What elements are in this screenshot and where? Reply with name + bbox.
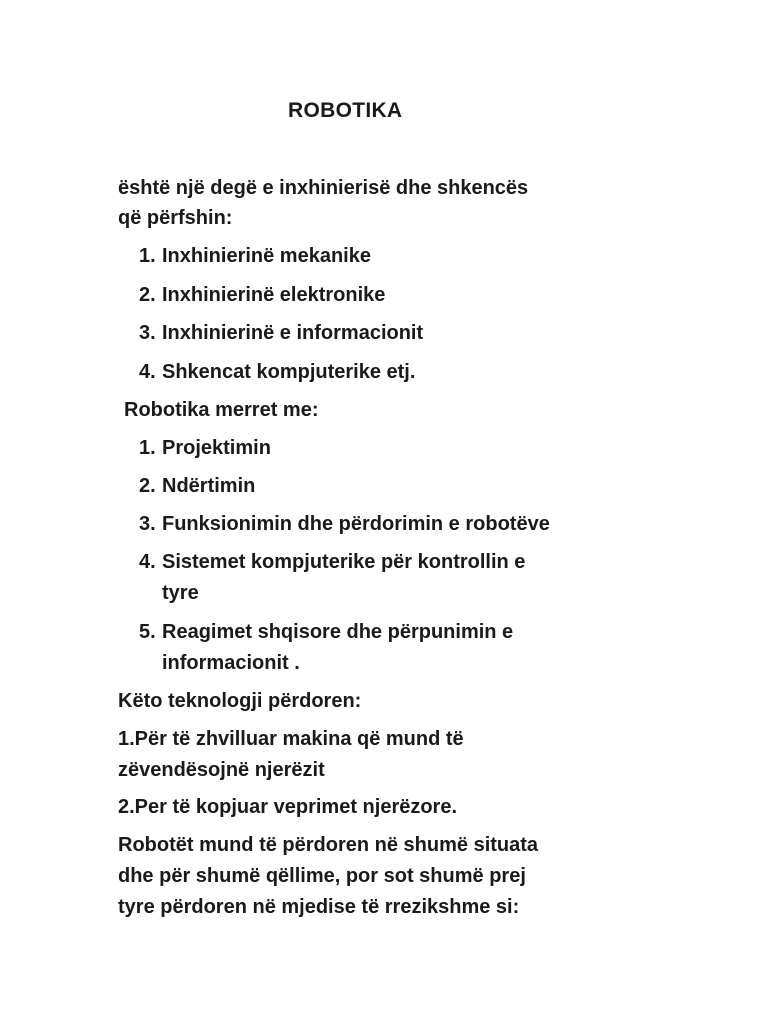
field-item: Inxhinierinë e informacionit [162,322,424,344]
field-number: 4. [139,361,156,383]
field-number: 2. [139,284,156,306]
closing-paragraph-line: dhe për shumë qëllime, por sot shumë prej [118,865,526,887]
deal-item-continuation: informacionit . [162,652,300,674]
tech-item: 1.Për të zhvilluar makina që mund të [118,728,464,750]
deal-number: 3. [139,513,156,535]
deal-item: Funksionimin dhe përdorimin e robotëve [162,513,550,535]
field-item: Inxhinierinë elektronike [162,284,386,306]
closing-paragraph-line: Robotët mund të përdoren në shumë situata [118,834,539,856]
deal-item: Ndërtimin [162,475,256,497]
field-item: Inxhinierinë mekanike [162,245,371,267]
deal-item: Projektimin [162,437,271,459]
deal-item: Reagimet shqisore dhe përpunimin e [162,621,514,643]
intro-line-2: që përfshin: [118,207,233,229]
deal-number: 2. [139,475,156,497]
deal-number: 1. [139,437,156,459]
intro-line-1: është një degë e inxhinierisë dhe shkencës [118,177,529,199]
section-heading: Robotika merret me: [124,399,319,421]
tech-item: 2.Per të kopjuar veprimet njerëzore. [118,796,458,818]
field-number: 1. [139,245,156,267]
section-heading: Këto teknologji përdoren: [118,690,362,712]
closing-paragraph-line: tyre përdoren në mjedise të rrezikshme si: [118,896,520,918]
deal-item: Sistemet kompjuterike për kontrollin e [162,551,526,573]
page-title: ROBOTIKA [288,99,403,122]
deal-number: 4. [139,551,156,573]
field-number: 3. [139,322,156,344]
field-item: Shkencat kompjuterike etj. [162,361,416,383]
deal-number: 5. [139,621,156,643]
tech-item-continuation: zëvendësojnë njerëzit [118,759,325,781]
deal-item-continuation: tyre [162,582,199,604]
